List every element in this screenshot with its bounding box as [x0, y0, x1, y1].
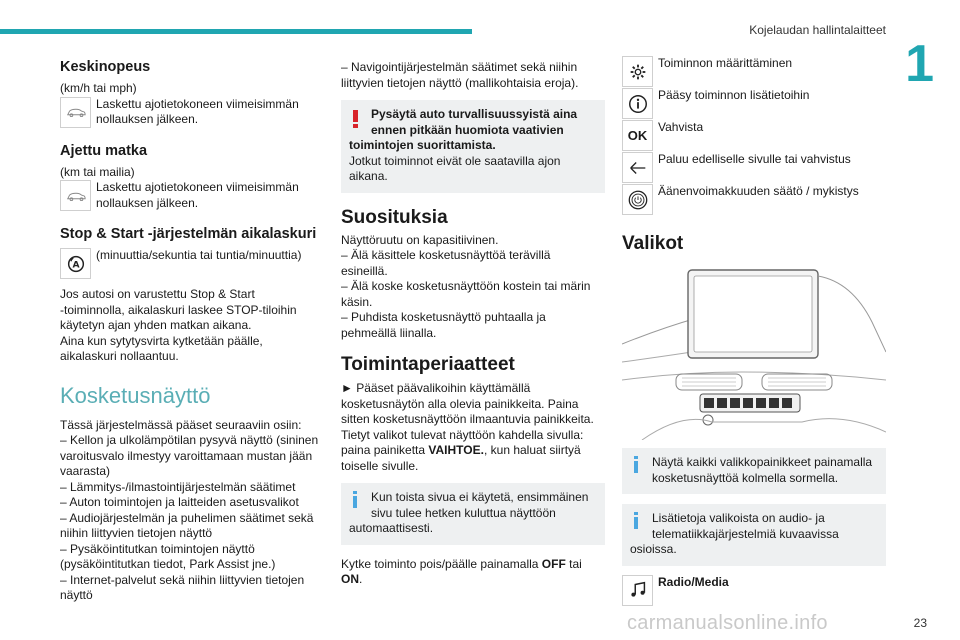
touchscreen-line: vaarasta): [60, 464, 111, 478]
info-line: kosketusnäyttöä kolmella sormella.: [652, 470, 839, 485]
suosituksia-line: käsin.: [341, 294, 373, 309]
radio-media-item: [622, 575, 886, 606]
warning-line: Jotkut toiminnot eivät ole saatavilla ajon: [349, 153, 561, 168]
avg-speed-text: Laskettu ajotietokoneen viimeisimmän nollauksen jälkeen.: [96, 96, 299, 126]
distance-row: [60, 180, 324, 211]
music-note-icon: [622, 575, 653, 606]
toggle-text-post: .: [359, 572, 363, 586]
info-line: Kun toista sivua ei käytetä, ensimmäinen: [371, 490, 589, 504]
off-label: OFF: [541, 556, 566, 571]
info-icon-dot: [634, 512, 638, 515]
volume-knob-icon: [622, 184, 653, 215]
touchscreen-line: – Internet-palvelut sekä niihin liittyvien tietojen: [60, 572, 305, 587]
toggle-line: [341, 557, 605, 573]
toiminta-text: , kun haluat siirtyä: [483, 443, 581, 457]
toiminta-line: [341, 443, 605, 459]
icon-item-text: Pääsy toiminnon lisätietoihin: [658, 88, 810, 102]
stopstart-body: [60, 287, 324, 365]
icon-item-text: Vahvista: [658, 120, 704, 134]
toggle-text-mid: tai: [565, 556, 582, 571]
warning-icon-dot: [353, 124, 358, 128]
info-icon: [634, 517, 638, 529]
info-icon: [622, 88, 653, 119]
stopstart-line: -toiminnolla, aikalaskuri laskee STOP-tiloihin: [60, 302, 297, 317]
toggle-text-pre: Kytke toiminto pois/päälle painamalla: [341, 556, 542, 571]
stopstart-line: aikalaskuri nollaantuu.: [60, 349, 179, 363]
car-icon: [60, 180, 91, 211]
chapter-number: 1: [905, 35, 934, 93]
info-icon-dot: [634, 456, 638, 459]
back-arrow-icon: [622, 152, 653, 183]
warning-bold: Pysäytä auto turvallisuussyistä aina: [371, 107, 578, 121]
touchscreen-title: Kosketusnäyttö: [60, 382, 211, 408]
info-line: automaattisesti.: [349, 521, 434, 535]
icon-item-info: [622, 88, 886, 119]
header-accent-bar: [0, 29, 472, 34]
chapter-title: Kojelaudan hallintalaitteet: [749, 23, 886, 37]
suosituksia-line: pehmeällä liinalla.: [341, 325, 437, 340]
suosituksia-title: Suosituksia: [341, 206, 448, 228]
touchscreen-line: varoitusvalo ilmestyy varoittamaan mustan jään: [60, 448, 313, 463]
dashboard-image: [622, 262, 886, 440]
icon-item-text: Paluu edelliselle sivulle tai vahvistus: [658, 152, 851, 166]
stopstart-line: käytetyn ajan yhden matkan aikana.: [60, 318, 252, 332]
column-1: [60, 52, 324, 604]
warning-icon: [353, 110, 358, 122]
stop-start-icon: [60, 248, 91, 279]
valikot-title: Valikot: [622, 233, 684, 254]
toggle-line: [341, 572, 605, 588]
warning-line: [349, 107, 597, 123]
distance-title: Ajettu matka: [60, 142, 148, 159]
distance-unit: (km tai mailia): [60, 164, 135, 179]
ok-icon: [622, 120, 653, 151]
stopstart-title: Stop & Start -järjestelmän aikalaskuri: [60, 226, 317, 242]
car-icon: [60, 97, 91, 128]
touchscreen-line: – Auton toimintojen ja laitteiden asetusvalikot: [60, 495, 299, 509]
info-icon: [634, 461, 638, 473]
touchscreen-line: näyttö: [60, 588, 93, 602]
stopstart-unit: (minuuttia/sekuntia tai tuntia/minuuttia): [96, 248, 302, 262]
toiminta-line: toiselle sivulle.: [341, 458, 419, 473]
watermark: carmanualsonline.info: [627, 612, 828, 634]
stopstart-row: [60, 248, 324, 279]
info-line: sivu tulee hetken kuluttua näyttöön: [371, 505, 556, 520]
touchscreen-line: – Pysäköintitutkan toimintojen näyttö: [60, 541, 255, 556]
icon-item-ok: [622, 120, 886, 151]
info-note-3fingers: [622, 448, 886, 494]
icon-item-back: [622, 152, 886, 183]
icon-item-configure: [622, 56, 886, 87]
avg-speed-row: [60, 97, 324, 128]
svg-text:A: A: [71, 259, 80, 271]
suosituksia-body: [341, 233, 605, 342]
suosituksia-line: – Puhdista kosketusnäyttö puhtaalla ja: [341, 310, 546, 324]
toiminta-line: sitten kosketusnäyttöön ilmaantuvia painikkeita.: [341, 412, 594, 426]
warning-bold: toimintojen suorittamista.: [349, 138, 496, 152]
touchscreen-line: (pysäköintitutkan tiedot, Park Assist jne.): [60, 557, 276, 571]
toiminta-title: Toimintaperiaatteet: [341, 354, 515, 375]
gear-icon: [622, 56, 653, 87]
touchscreen-line: – Lämmitys-/ilmastointijärjestelmän säätimet: [60, 479, 296, 494]
warning-bold: ennen pitkään huomiota vaativien: [371, 122, 564, 137]
toiminta-body: [341, 381, 605, 474]
avg-speed-unit: (km/h tai mph): [60, 81, 137, 95]
info-icon: [353, 496, 357, 508]
suosituksia-line: – Älä käsittele kosketusnäyttöä terävillä: [341, 248, 551, 262]
distance-text: Laskettu ajotietokoneen viimeisimmän nollauksen jälkeen.: [96, 180, 299, 210]
icon-item-text: Äänenvoimakkuuden säätö / mykistys: [658, 184, 859, 198]
toiminta-line: kosketusnäytön alla olevia painikkeita. Paina: [341, 396, 579, 411]
suosituksia-line: esineillä.: [341, 263, 388, 278]
info-line: Lisätietoja valikoista on audio- ja: [652, 511, 825, 525]
info-line: Näytä kaikki valikkopainikkeet painamalla: [652, 455, 873, 469]
toiminta-text: paina painiketta: [341, 443, 429, 457]
column-2: [341, 52, 605, 588]
info-icon-dot: [353, 491, 357, 494]
nav-line: – Navigointijärjestelmän säätimet sekä niihin: [341, 60, 578, 74]
touchscreen-line: niihin liittyvien tietojen näyttö: [60, 526, 213, 540]
vaihtoe-label: VAIHTOE.: [428, 443, 484, 457]
suosituksia-line: Näyttöruutu on kapasitiivinen.: [341, 232, 499, 247]
warning-line: aikana.: [349, 169, 388, 183]
icon-item-volume: [622, 184, 886, 215]
warning-line: [349, 123, 597, 139]
touchscreen-line: – Kellon ja ulkolämpötilan pysyvä näyttö (sininen: [60, 433, 319, 447]
icon-item-text: Toiminnon määrittäminen: [658, 56, 793, 70]
suosituksia-line: – Älä koske kosketusnäyttöön kostein tai märin: [341, 279, 591, 293]
info-note: [341, 483, 605, 545]
warning-line: [349, 138, 597, 154]
radio-media-label: Radio/Media: [658, 574, 729, 589]
on-label: ON: [341, 572, 359, 586]
ok-label: OK: [627, 128, 648, 143]
stopstart-line: Jos autosi on varustettu Stop & Start: [60, 287, 255, 301]
nav-line: liittyvien tietojen näyttö (mallikohtaisia eroja).: [341, 75, 579, 90]
touchscreen-line: Tässä järjestelmässä pääset seuraaviin osiin:: [60, 417, 302, 432]
info-note-menus: [622, 504, 886, 566]
page-number: 23: [913, 616, 927, 630]
info-line: osioissa.: [630, 542, 677, 556]
toiminta-line: Tietyt valikot tulevat näyttöön kahdella sivulla:: [341, 427, 584, 442]
dashboard-illustration: [622, 262, 886, 440]
toggle-text: [341, 557, 605, 588]
stopstart-line: Aina kun sytytysvirta kytketään päälle,: [60, 333, 263, 348]
info-line: telematiikkajärjestelmiä kuvaavissa: [652, 526, 839, 541]
warning-note: [341, 100, 605, 193]
column-3: [622, 52, 886, 606]
toiminta-line: ► Pääset päävalikoihin käyttämällä: [341, 381, 531, 395]
avg-speed-title: Keskinopeus: [60, 59, 151, 75]
nav-item: [341, 60, 605, 91]
touchscreen-line: – Audiojärjestelmän ja puhelimen säätimet sekä: [60, 510, 314, 525]
touchscreen-body: [60, 418, 324, 604]
